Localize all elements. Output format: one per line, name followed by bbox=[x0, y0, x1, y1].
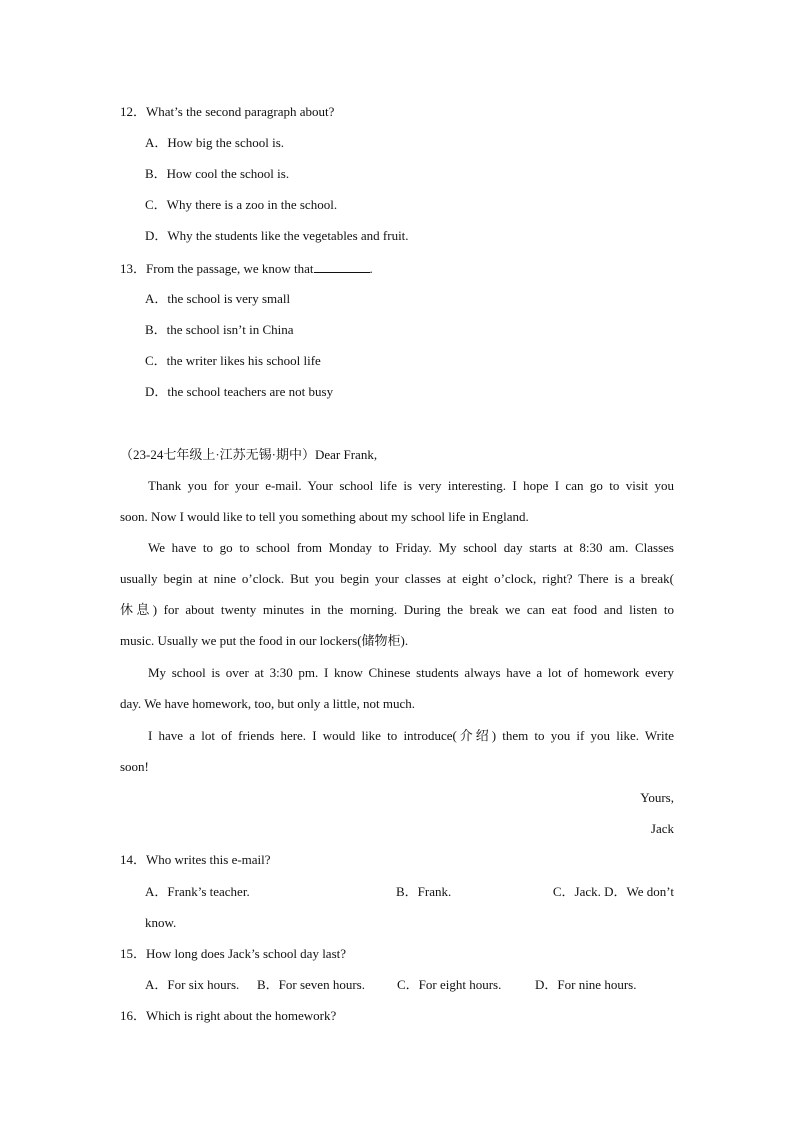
question-13-end: . bbox=[369, 261, 373, 276]
passage-line: 休息) for about twenty minutes in the morning. During the break we can eat food and listen to bbox=[120, 602, 674, 617]
question-14: 14．Who writes this e-mail? bbox=[120, 852, 271, 867]
passage-line: Thank you for your e-mail. Your school life is very interesting. I hope I can go to visit you bbox=[148, 478, 674, 493]
q12-option-b: B．How cool the school is. bbox=[145, 166, 290, 181]
question-12: 12．What’s the second paragraph about? bbox=[120, 104, 335, 119]
question-15: 15．How long does Jack’s school day last? bbox=[120, 946, 347, 961]
q13-option-c: C．the writer likes his school life bbox=[145, 353, 321, 368]
letter-closing: Yours, bbox=[640, 790, 674, 805]
question-16: 16．Which is right about the homework? bbox=[120, 1008, 337, 1023]
q15-option-b: B．For seven hours. bbox=[257, 977, 365, 992]
q15-option-d: D．For nine hours. bbox=[535, 977, 637, 992]
q14-option-d-continued: know. bbox=[145, 915, 177, 930]
passage-line: day. We have homework, too, but only a little, not much. bbox=[120, 696, 416, 711]
q14-option-b: B．Frank. bbox=[396, 884, 452, 899]
letter-signature: Jack bbox=[650, 821, 674, 836]
q15-option-a: A．For six hours. bbox=[145, 977, 240, 992]
q13-option-a: A．the school is very small bbox=[145, 291, 291, 306]
passage-line: My school is over at 3:30 pm. I know Chinese students always have a lot of homework every bbox=[148, 665, 674, 680]
passage-line: We have to go to school from Monday to Friday. My school day starts at 8:30 am. Classes bbox=[148, 540, 674, 555]
passage-source-greeting: （23-24七年级上·江苏无锡·期中）Dear Frank, bbox=[120, 447, 378, 462]
answer-blank bbox=[314, 260, 370, 273]
passage-line: music. Usually we put the food in our lockers(储物柜). bbox=[120, 633, 409, 648]
q12-option-d: D．Why the students like the vegetables and fruit. bbox=[145, 228, 409, 243]
question-13-text: 13．From the passage, we know that bbox=[120, 261, 314, 276]
q14-option-c-d: C．Jack. D．We don’t bbox=[552, 884, 674, 899]
q12-option-a: A．How big the school is. bbox=[145, 135, 285, 150]
q12-option-c: C．Why there is a zoo in the school. bbox=[145, 197, 338, 212]
passage-line: I have a lot of friends here. I would like to introduce(介绍) them to you if you like. Write bbox=[148, 728, 674, 743]
passage-line: soon! bbox=[120, 759, 149, 774]
question-13 bbox=[120, 260, 373, 277]
passage-line: soon. Now I would like to tell you something about my school life in England. bbox=[120, 509, 529, 524]
q15-option-c: C．For eight hours. bbox=[397, 977, 502, 992]
q14-option-a: A．Frank’s teacher. bbox=[145, 884, 250, 899]
q13-option-b: B．the school isn’t in China bbox=[145, 322, 294, 337]
q13-option-d: D．the school teachers are not busy bbox=[145, 384, 334, 399]
passage-line: usually begin at nine o’clock. But you begin your classes at eight o’clock, right? There is a break( bbox=[120, 571, 674, 586]
